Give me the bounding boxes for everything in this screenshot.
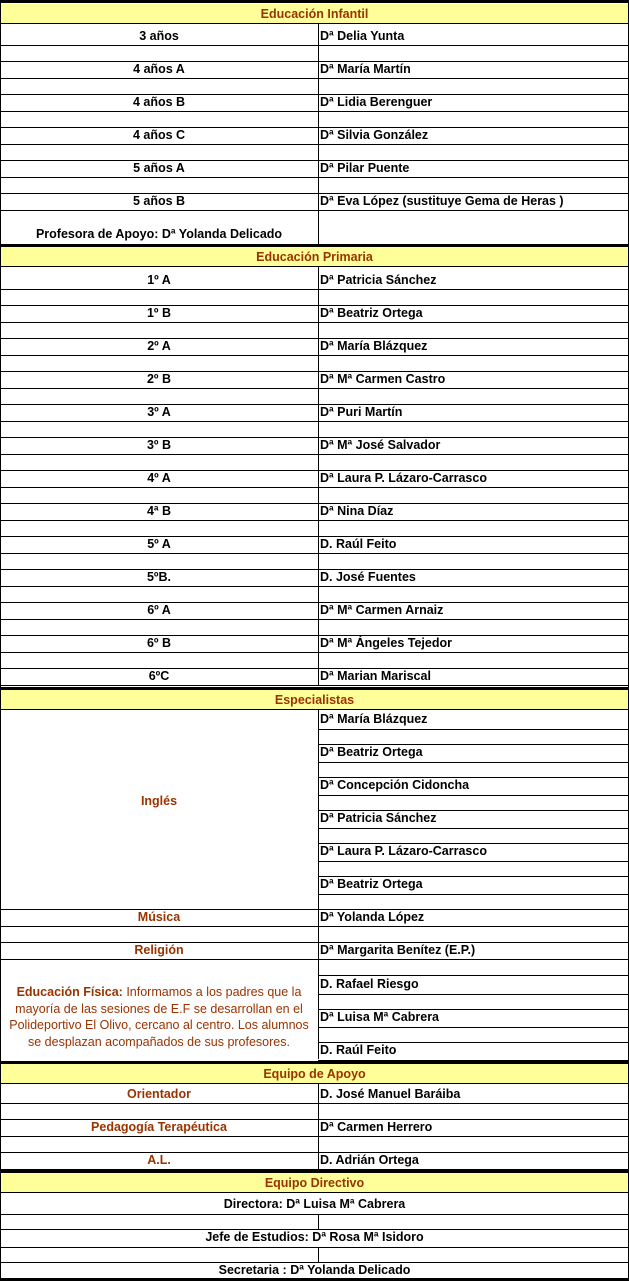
infantil-row-name: Dª María Martín bbox=[320, 62, 411, 77]
infantil-row-name: Dª Pilar Puente bbox=[320, 161, 410, 176]
column-rule bbox=[318, 1247, 319, 1263]
primaria-row-name: Dª Puri Martín bbox=[320, 405, 403, 420]
ef-note-text: Informamos a los padres que la mayoría de las sesiones de E.F se desarrollan en el Polideportivo El Olivo, cercano al centro. Los alumnos se desplazan acompañados de sus profesores. bbox=[9, 985, 309, 1049]
row-rule bbox=[0, 685, 629, 686]
primaria-row-name: D. José Fuentes bbox=[320, 570, 416, 585]
ingles-teacher: Dª Beatriz Ortega bbox=[320, 745, 423, 760]
primaria-row-label: 2º B bbox=[146, 372, 172, 387]
row-rule bbox=[0, 1136, 629, 1137]
primaria-row-label: 4º A bbox=[147, 471, 171, 486]
row-rule bbox=[0, 520, 629, 521]
row-rule bbox=[0, 959, 629, 960]
section-title-infantil: Educación Infantil bbox=[0, 4, 629, 23]
column-rule bbox=[318, 1083, 319, 1169]
primaria-row-name: Dª Mª José Salvador bbox=[320, 438, 441, 453]
infantil-row-label: 4 años C bbox=[132, 128, 186, 143]
primaria-row-name: Dª Mª Ángeles Tejedor bbox=[320, 636, 452, 651]
row-rule bbox=[318, 729, 629, 730]
row-rule bbox=[0, 177, 629, 178]
row-rule bbox=[318, 894, 629, 895]
row-rule bbox=[0, 553, 629, 554]
primaria-row-label: 5º A bbox=[147, 537, 171, 552]
primaria-row-label: 6ºC bbox=[148, 669, 170, 684]
primaria-row-label: 1º B bbox=[146, 306, 172, 321]
infantil-row-name: Dª Silvia González bbox=[320, 128, 429, 143]
row-rule bbox=[318, 994, 629, 995]
apoyo-row-label: Orientador bbox=[127, 1087, 191, 1102]
apoyo-row-name: Dª Carmen Herrero bbox=[320, 1120, 433, 1135]
infantil-row-name: Dª Delia Yunta bbox=[320, 29, 405, 44]
primaria-row-name: Dª María Blázquez bbox=[320, 339, 428, 354]
primaria-row-name: D. Raúl Feito bbox=[320, 537, 397, 552]
infantil-row-label: 5 años A bbox=[133, 161, 185, 176]
infantil-row-name: Dª Eva López (sustituye Gema de Heras ) bbox=[320, 194, 564, 209]
ingles-teacher: Dª Beatriz Ortega bbox=[320, 877, 423, 892]
row-rule bbox=[0, 487, 629, 488]
row-rule bbox=[318, 1027, 629, 1028]
ingles-teacher: Dª Concepción Cidoncha bbox=[320, 778, 470, 793]
row-rule bbox=[0, 355, 629, 356]
ingles-teacher: Dª Laura P. Lázaro-Carrasco bbox=[320, 844, 487, 859]
column-rule bbox=[318, 709, 319, 1059]
religion-teacher: Dª Margarita Benítez (E.P.) bbox=[320, 943, 476, 958]
primaria-row-label: 3º B bbox=[146, 438, 172, 453]
row-rule bbox=[0, 586, 629, 587]
row-rule bbox=[0, 78, 629, 79]
primaria-row-label: 5ºB. bbox=[146, 570, 172, 585]
column-rule bbox=[318, 266, 319, 686]
musica-label: Música bbox=[137, 910, 181, 925]
row-rule bbox=[0, 1083, 629, 1084]
row-rule bbox=[0, 926, 629, 927]
primaria-row-name: Dª Nina Díaz bbox=[320, 504, 394, 519]
row-rule bbox=[0, 421, 629, 422]
primaria-row-label: 2º A bbox=[147, 339, 171, 354]
ef-teacher: Dª Luisa Mª Cabrera bbox=[320, 1010, 440, 1025]
row-rule bbox=[0, 1214, 629, 1215]
apoyo-row-label: A.L. bbox=[147, 1153, 171, 1168]
primaria-row-name: Dª Beatriz Ortega bbox=[320, 306, 423, 321]
row-rule bbox=[0, 1103, 629, 1104]
row-rule bbox=[0, 210, 629, 211]
column-rule bbox=[318, 1214, 319, 1230]
ef-note bbox=[2, 984, 316, 1054]
section-title-especialistas: Especialistas bbox=[0, 690, 629, 709]
section-title-apoyo: Equipo de Apoyo bbox=[0, 1064, 629, 1083]
primaria-row-label: 6º A bbox=[147, 603, 171, 618]
row-rule bbox=[0, 23, 629, 24]
top-rule bbox=[0, 0, 629, 3]
primaria-row-label: 3º A bbox=[147, 405, 171, 420]
infantil-row-label: 5 años B bbox=[132, 194, 186, 209]
apoyo-row-name: D. Adrián Ortega bbox=[320, 1153, 419, 1168]
row-rule bbox=[0, 111, 629, 112]
row-rule bbox=[0, 709, 629, 710]
infantil-row-label: 3 años bbox=[139, 29, 179, 44]
infantil-row-label: 4 años B bbox=[132, 95, 186, 110]
row-rule bbox=[0, 289, 629, 290]
row-rule bbox=[0, 322, 629, 323]
row-rule bbox=[318, 762, 629, 763]
row-rule bbox=[0, 619, 629, 620]
primaria-row-name: Dª Patricia Sánchez bbox=[320, 273, 437, 288]
row-rule bbox=[0, 454, 629, 455]
primaria-row-name: Dª Mª Carmen Arnaiz bbox=[320, 603, 444, 618]
row-rule bbox=[0, 1192, 629, 1193]
musica-teacher: Dª Yolanda López bbox=[320, 910, 425, 925]
primaria-row-label: 4ª B bbox=[146, 504, 172, 519]
directivo-row: Directora: Dª Luisa Mª Cabrera bbox=[223, 1197, 406, 1212]
row-rule bbox=[0, 144, 629, 145]
row-rule bbox=[0, 1247, 629, 1248]
religion-label: Religión bbox=[134, 943, 184, 958]
primaria-row-name: Dª Laura P. Lázaro-Carrasco bbox=[320, 471, 487, 486]
section-title-directivo: Equipo Directivo bbox=[0, 1173, 629, 1192]
row-rule bbox=[318, 828, 629, 829]
infantil-row-name: Dª Lidia Berenguer bbox=[320, 95, 433, 110]
ingles-teacher: Dª Patricia Sánchez bbox=[320, 811, 437, 826]
directivo-row: Jefe de Estudios: Dª Rosa Mª Isidoro bbox=[205, 1230, 424, 1245]
directivo-row: Secretaria : Dª Yolanda Delicado bbox=[218, 1263, 411, 1278]
ef-teacher: D. Raúl Feito bbox=[320, 1043, 397, 1058]
ingles-teacher: Dª María Blázquez bbox=[320, 712, 428, 727]
row-rule bbox=[318, 795, 629, 796]
apoyo-teacher: Profesora de Apoyo: Dª Yolanda Delicado bbox=[35, 227, 283, 242]
row-rule bbox=[0, 266, 629, 267]
apoyo-row-label: Pedagogía Terapéutica bbox=[91, 1120, 227, 1135]
primaria-row-label: 6º B bbox=[146, 636, 172, 651]
ef-teacher: D. Rafael Riesgo bbox=[320, 977, 419, 992]
column-rule bbox=[318, 23, 319, 244]
row-rule bbox=[0, 388, 629, 389]
primaria-row-label: 1º A bbox=[147, 273, 171, 288]
ef-label: Educación Física: bbox=[16, 985, 123, 999]
infantil-row-label: 4 años A bbox=[133, 62, 185, 77]
section-title-primaria: Educación Primaria bbox=[0, 247, 629, 266]
row-rule bbox=[0, 652, 629, 653]
ingles-label: Inglés bbox=[140, 794, 178, 809]
row-rule bbox=[0, 45, 629, 46]
primaria-row-name: Dª Mª Carmen Castro bbox=[320, 372, 446, 387]
primaria-row-name: Dª Marian Mariscal bbox=[320, 669, 431, 684]
row-rule bbox=[318, 861, 629, 862]
apoyo-row-name: D. José Manuel Baráiba bbox=[320, 1087, 461, 1102]
